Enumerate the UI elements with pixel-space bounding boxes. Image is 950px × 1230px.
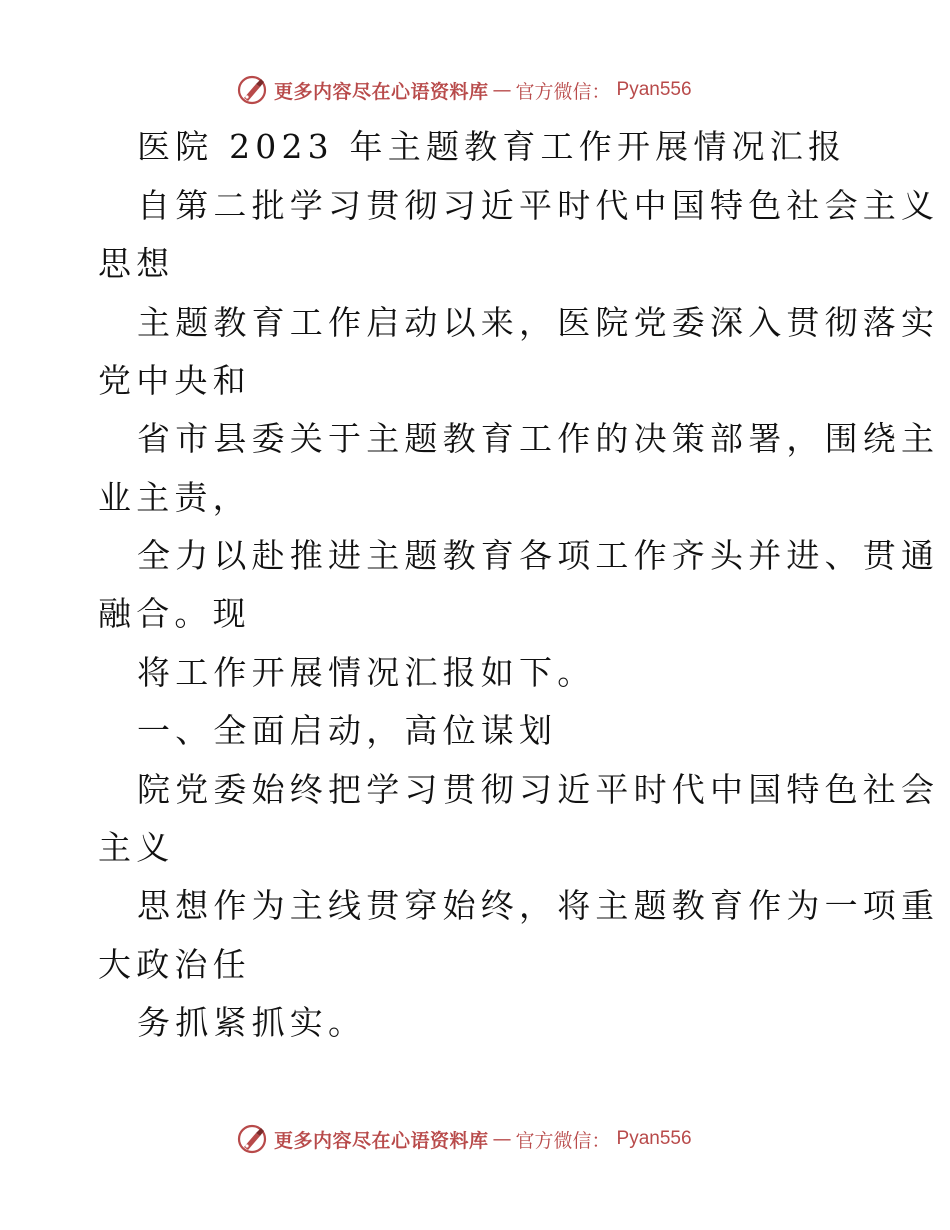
header-wechat-id: Pyan556 [616, 79, 692, 100]
header-wechat-label: 官方微信： [515, 80, 611, 103]
footer-banner-text: 更多内容尽在心语资料库 [274, 1129, 489, 1152]
footer-wechat-label: 官方微信： [515, 1129, 611, 1152]
body-line: 业主责， [98, 478, 251, 517]
document-title: 医院 2023 年主题教育工作开展情况汇报 [137, 127, 847, 166]
header-banner-text: 更多内容尽在心语资料库 [274, 80, 489, 103]
pen-logo-icon [236, 1123, 268, 1155]
body-line: 将工作开展情况汇报如下。 [137, 653, 596, 692]
body-line: 思想 [98, 244, 175, 283]
body-line: 思想作为主线贯穿始终，将主题教育作为一项重 [137, 886, 940, 925]
body-line: 务抓紧抓实。 [137, 1003, 367, 1042]
body-line: 主题教育工作启动以来，医院党委深入贯彻落实 [137, 303, 940, 342]
body-line: 院党委始终把学习贯彻习近平时代中国特色社会 [137, 770, 940, 809]
footer-banner [236, 1122, 692, 1156]
body-line: 党中央和 [98, 361, 251, 400]
footer-banner-separator: — [492, 1128, 512, 1150]
section-heading: 一、全面启动，高位谋划 [137, 711, 558, 750]
body-line: 融合。现 [98, 594, 251, 633]
body-line: 大政治任 [98, 945, 251, 984]
footer-wechat-id: Pyan556 [616, 1128, 692, 1149]
body-line: 全力以赴推进主题教育各项工作齐头并进、贯通 [137, 536, 940, 575]
header-banner-separator: — [492, 79, 512, 101]
pen-logo-icon [236, 74, 268, 106]
header-banner [236, 73, 692, 107]
body-line: 主义 [98, 828, 175, 867]
body-line: 自第二批学习贯彻习近平时代中国特色社会主义 [137, 186, 940, 225]
body-line: 省市县委关于主题教育工作的决策部署，围绕主 [137, 419, 940, 458]
